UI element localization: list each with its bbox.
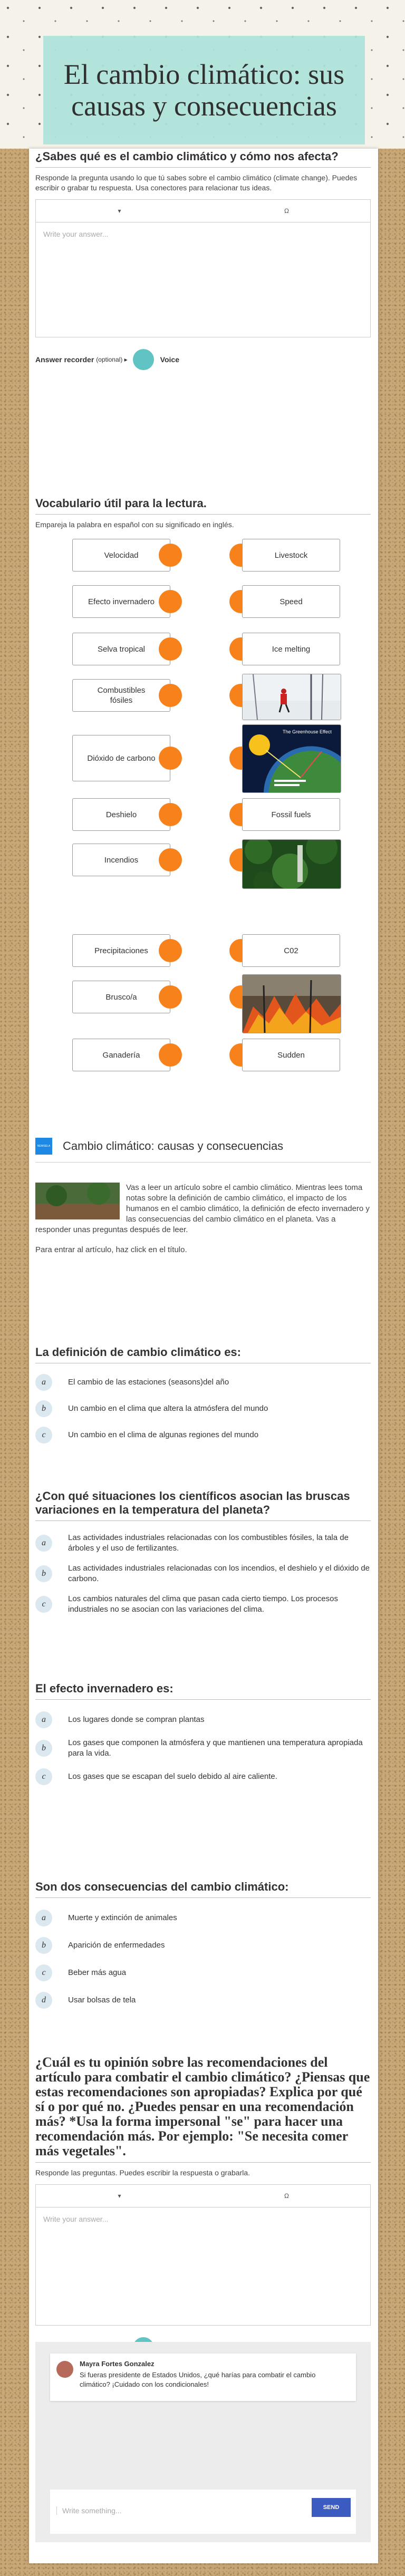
vocab-left-6[interactable]: Deshielo bbox=[72, 798, 170, 831]
mc-question-4 bbox=[35, 1880, 371, 2018]
question-1-instructions: Responde la pregunta usando lo que tú sabes sobre el cambio climático (climate change). Puedes escribir o grabar tu respuesta. Usa conectores para relacionar tus ideas. bbox=[35, 173, 358, 192]
vocab-left-2[interactable]: Efecto invernadero bbox=[72, 585, 170, 618]
snow-walker-image bbox=[243, 674, 341, 720]
option-letter: b bbox=[35, 1740, 52, 1757]
send-button[interactable]: SEND bbox=[312, 2498, 351, 2517]
answer-editor-2[interactable] bbox=[35, 2184, 371, 2326]
article-thumbnail bbox=[35, 1183, 120, 1219]
comment-author: Mayra Fortes Gonzalez bbox=[80, 2360, 155, 2368]
dropdown-icon[interactable]: ▾ bbox=[118, 207, 121, 215]
option-letter: b bbox=[35, 1565, 52, 1582]
mc4-option-c[interactable] bbox=[35, 1964, 371, 1981]
option-text: Los cambios naturales del clima que pasan cada cierto tiempo. Los procesos industriales no se asocian con las variaciones del clima. bbox=[68, 1594, 338, 1614]
article-link-note: Para entrar al artículo, haz click en el título. bbox=[35, 1245, 187, 1254]
editor-toolbar bbox=[36, 200, 370, 222]
editor-toolbar bbox=[36, 2185, 370, 2207]
comment-card bbox=[50, 2354, 356, 2401]
option-letter: a bbox=[35, 1910, 52, 1926]
match-dot-left-10[interactable] bbox=[159, 1043, 182, 1067]
worksheet-panel bbox=[29, 149, 378, 2563]
mc4-heading: Son dos consecuencias del cambio climático: bbox=[35, 1880, 371, 1898]
mc3-option-c[interactable] bbox=[35, 1768, 371, 1785]
record-button[interactable] bbox=[133, 349, 154, 370]
option-letter: b bbox=[35, 1400, 52, 1417]
question-1-section bbox=[35, 149, 371, 370]
vocab-right-4[interactable] bbox=[242, 674, 341, 720]
match-dot-left-9[interactable] bbox=[159, 985, 182, 1009]
vocab-left-10[interactable]: Ganadería bbox=[72, 1039, 170, 1071]
mc-question-2 bbox=[35, 1489, 371, 1624]
option-letter: b bbox=[35, 1937, 52, 1954]
option-text: Usar bolsas de tela bbox=[68, 1996, 136, 2004]
option-letter: c bbox=[35, 1964, 52, 1981]
option-text: Un cambio en el clima que altera la atmósfera del mundo bbox=[68, 1404, 268, 1413]
vocab-section-2 bbox=[35, 876, 371, 1077]
vocab-section bbox=[35, 497, 371, 876]
forest-fire-image bbox=[243, 975, 341, 1033]
question-2-heading: ¿Cuál es tu opinión sobre las recomendaciones del artículo para combatir el cambio climático? ¿Piensas que estas recomendaciones son apropiadas? Explica por qué sí o por qué no. ¿Puedes pensar en una recomendación más? *Usa la forma impersonal "se" para hacer una recomendación más. Por ejemplo: "Se necesita comer más vegetales". bbox=[35, 2055, 371, 2163]
mc2-option-b[interactable] bbox=[35, 1563, 371, 1584]
match-dot-left-1[interactable] bbox=[159, 544, 182, 567]
vocab-right-5[interactable] bbox=[242, 724, 341, 793]
recorder-label: Answer recorder bbox=[35, 355, 94, 364]
vocab-left-3[interactable]: Selva tropical bbox=[72, 633, 170, 665]
mc1-option-b[interactable] bbox=[35, 1400, 371, 1417]
vocab-left-4[interactable]: Combustibles fósiles bbox=[72, 679, 170, 712]
comments-panel bbox=[35, 2342, 371, 2542]
mc3-heading: El efecto invernadero es: bbox=[35, 1682, 371, 1700]
mc2-option-a[interactable] bbox=[35, 1533, 371, 1554]
match-dot-left-8[interactable] bbox=[159, 939, 182, 962]
vocab-left-9[interactable]: Brusco/a bbox=[72, 981, 170, 1013]
option-text: Los gases que se escapan del suelo debido al aire caliente. bbox=[68, 1772, 277, 1781]
dropdown-icon[interactable]: ▾ bbox=[118, 2192, 121, 2200]
vocab-left-8[interactable]: Precipitaciones bbox=[72, 934, 170, 967]
vocab-right-1[interactable]: Livestock bbox=[242, 539, 340, 572]
option-text: Las actividades industriales relacionadas con los combustibles fósiles, la tala de árboles y el uso de fertilizantes. bbox=[68, 1533, 349, 1553]
option-text: Un cambio en el clima de algunas regiones del mundo bbox=[68, 1430, 259, 1439]
option-letter: d bbox=[35, 1992, 52, 2009]
omega-icon[interactable]: Ω bbox=[284, 2192, 289, 2200]
greenhouse-diagram-image bbox=[243, 725, 341, 792]
option-letter: a bbox=[35, 1374, 52, 1391]
match-dot-left-5[interactable] bbox=[159, 747, 182, 770]
vocab-left-5[interactable]: Dióxido de carbono bbox=[72, 735, 170, 781]
recorder-optional: (optional) ▸ bbox=[96, 356, 128, 363]
mc1-heading: La definición de cambio climático es: bbox=[35, 1345, 371, 1363]
mc2-heading: ¿Con qué situaciones los científicos asocian las bruscas variaciones en la temperatura del planeta? bbox=[35, 1489, 371, 1521]
option-text: Beber más agua bbox=[68, 1968, 127, 1977]
answer-textarea-1[interactable]: Write your answer... bbox=[43, 230, 109, 238]
match-dot-left-3[interactable] bbox=[159, 637, 182, 661]
option-text: Aparición de enfermedades bbox=[68, 1941, 165, 1950]
option-text: Muerte y extinción de animales bbox=[68, 1913, 177, 1922]
mc4-option-d[interactable] bbox=[35, 1992, 371, 2009]
option-letter: c bbox=[35, 1596, 52, 1613]
page-title: El cambio climático: sus causas y consecuencias bbox=[63, 59, 345, 122]
vocab-right-6[interactable]: Fossil fuels bbox=[242, 798, 340, 831]
page-header bbox=[0, 0, 405, 149]
mc4-option-a[interactable] bbox=[35, 1910, 371, 1926]
avatar bbox=[56, 2361, 73, 2378]
diagram-caption: The Greenhouse Effect bbox=[283, 729, 332, 734]
answer-editor-1[interactable] bbox=[35, 199, 371, 337]
vocab-right-3[interactable]: Ice melting bbox=[242, 633, 340, 665]
answer-textarea-2[interactable]: Write your answer... bbox=[43, 2215, 109, 2223]
comment-input[interactable]: Write something... bbox=[56, 2506, 294, 2515]
option-letter: c bbox=[35, 1427, 52, 1444]
answer-recorder-1 bbox=[35, 349, 371, 370]
question-1-heading: ¿Sabes qué es el cambio climático y cómo nos afecta? bbox=[35, 149, 371, 168]
match-dot-left-4[interactable] bbox=[159, 684, 182, 707]
mc-question-3 bbox=[35, 1682, 371, 1795]
match-dot-left-2[interactable] bbox=[159, 590, 182, 613]
option-text: El cambio de las estaciones (seasons)del año bbox=[68, 1378, 229, 1387]
mc1-option-c[interactable] bbox=[35, 1427, 371, 1444]
question-2-section bbox=[35, 2055, 371, 2358]
mc3-option-a[interactable] bbox=[35, 1711, 371, 1728]
match-dot-left-7[interactable] bbox=[159, 848, 182, 871]
vocab-instructions: Empareja la palabra en español con su significado en inglés. bbox=[35, 520, 234, 529]
vocab-right-10[interactable]: Sudden bbox=[242, 1039, 340, 1071]
option-text: Las actividades industriales relacionadas con los incendios, el deshielo y el dióxido de carbono. bbox=[68, 1564, 370, 1583]
vocab-heading: Vocabulario útil para la lectura. bbox=[35, 497, 371, 515]
newsela-logo: NEWSELA bbox=[35, 1138, 52, 1155]
article-description: Vas a leer un artículo sobre el cambio climático. Mientras lees toma notas sobre la definición de cambio climático, el impacto de los humanos en el cambio climático, la definición de efecto invernadero y las consecuencias del cambio climático en el planeta. Vas a responder unas preguntas después de leer. bbox=[35, 1183, 370, 1234]
option-letter: c bbox=[35, 1768, 52, 1785]
mc4-option-b[interactable] bbox=[35, 1937, 371, 1954]
option-text: Los gases que componen la atmósfera y que mantienen una temperatura apropiada para la vida. bbox=[68, 1738, 363, 1758]
mc2-option-c[interactable] bbox=[35, 1594, 371, 1615]
mc1-option-a[interactable] bbox=[35, 1374, 371, 1391]
question-2-instructions: Responde las preguntas. Puedes escribir la respuesta o grabarla. bbox=[35, 2168, 250, 2177]
title-box bbox=[43, 36, 365, 144]
vocab-right-8[interactable]: C02 bbox=[242, 934, 340, 967]
vocab-right-2[interactable]: Speed bbox=[242, 585, 340, 618]
mc-question-1 bbox=[35, 1345, 371, 1453]
vocab-left-1[interactable]: Velocidad bbox=[72, 539, 170, 572]
option-text: Los lugares donde se compran plantas bbox=[68, 1715, 205, 1724]
comment-message: Si fueras presidente de Estados Unidos, ¿qué harías para combatir el cambio climático? ¡Cuidado con los condicionales! bbox=[80, 2371, 316, 2388]
article-title-link[interactable]: Cambio climático: causas y consecuencias bbox=[63, 1139, 284, 1153]
vocab-right-9[interactable] bbox=[242, 974, 341, 1033]
comment-input-area bbox=[50, 2490, 356, 2534]
article-section bbox=[35, 1138, 371, 1255]
voice-label: Voice bbox=[160, 355, 179, 364]
vocab-left-7[interactable]: Incendios bbox=[72, 844, 170, 876]
mc3-option-b[interactable] bbox=[35, 1738, 371, 1759]
match-dot-left-6[interactable] bbox=[159, 803, 182, 826]
omega-icon[interactable]: Ω bbox=[284, 207, 289, 215]
option-letter: a bbox=[35, 1535, 52, 1552]
option-letter: a bbox=[35, 1711, 52, 1728]
